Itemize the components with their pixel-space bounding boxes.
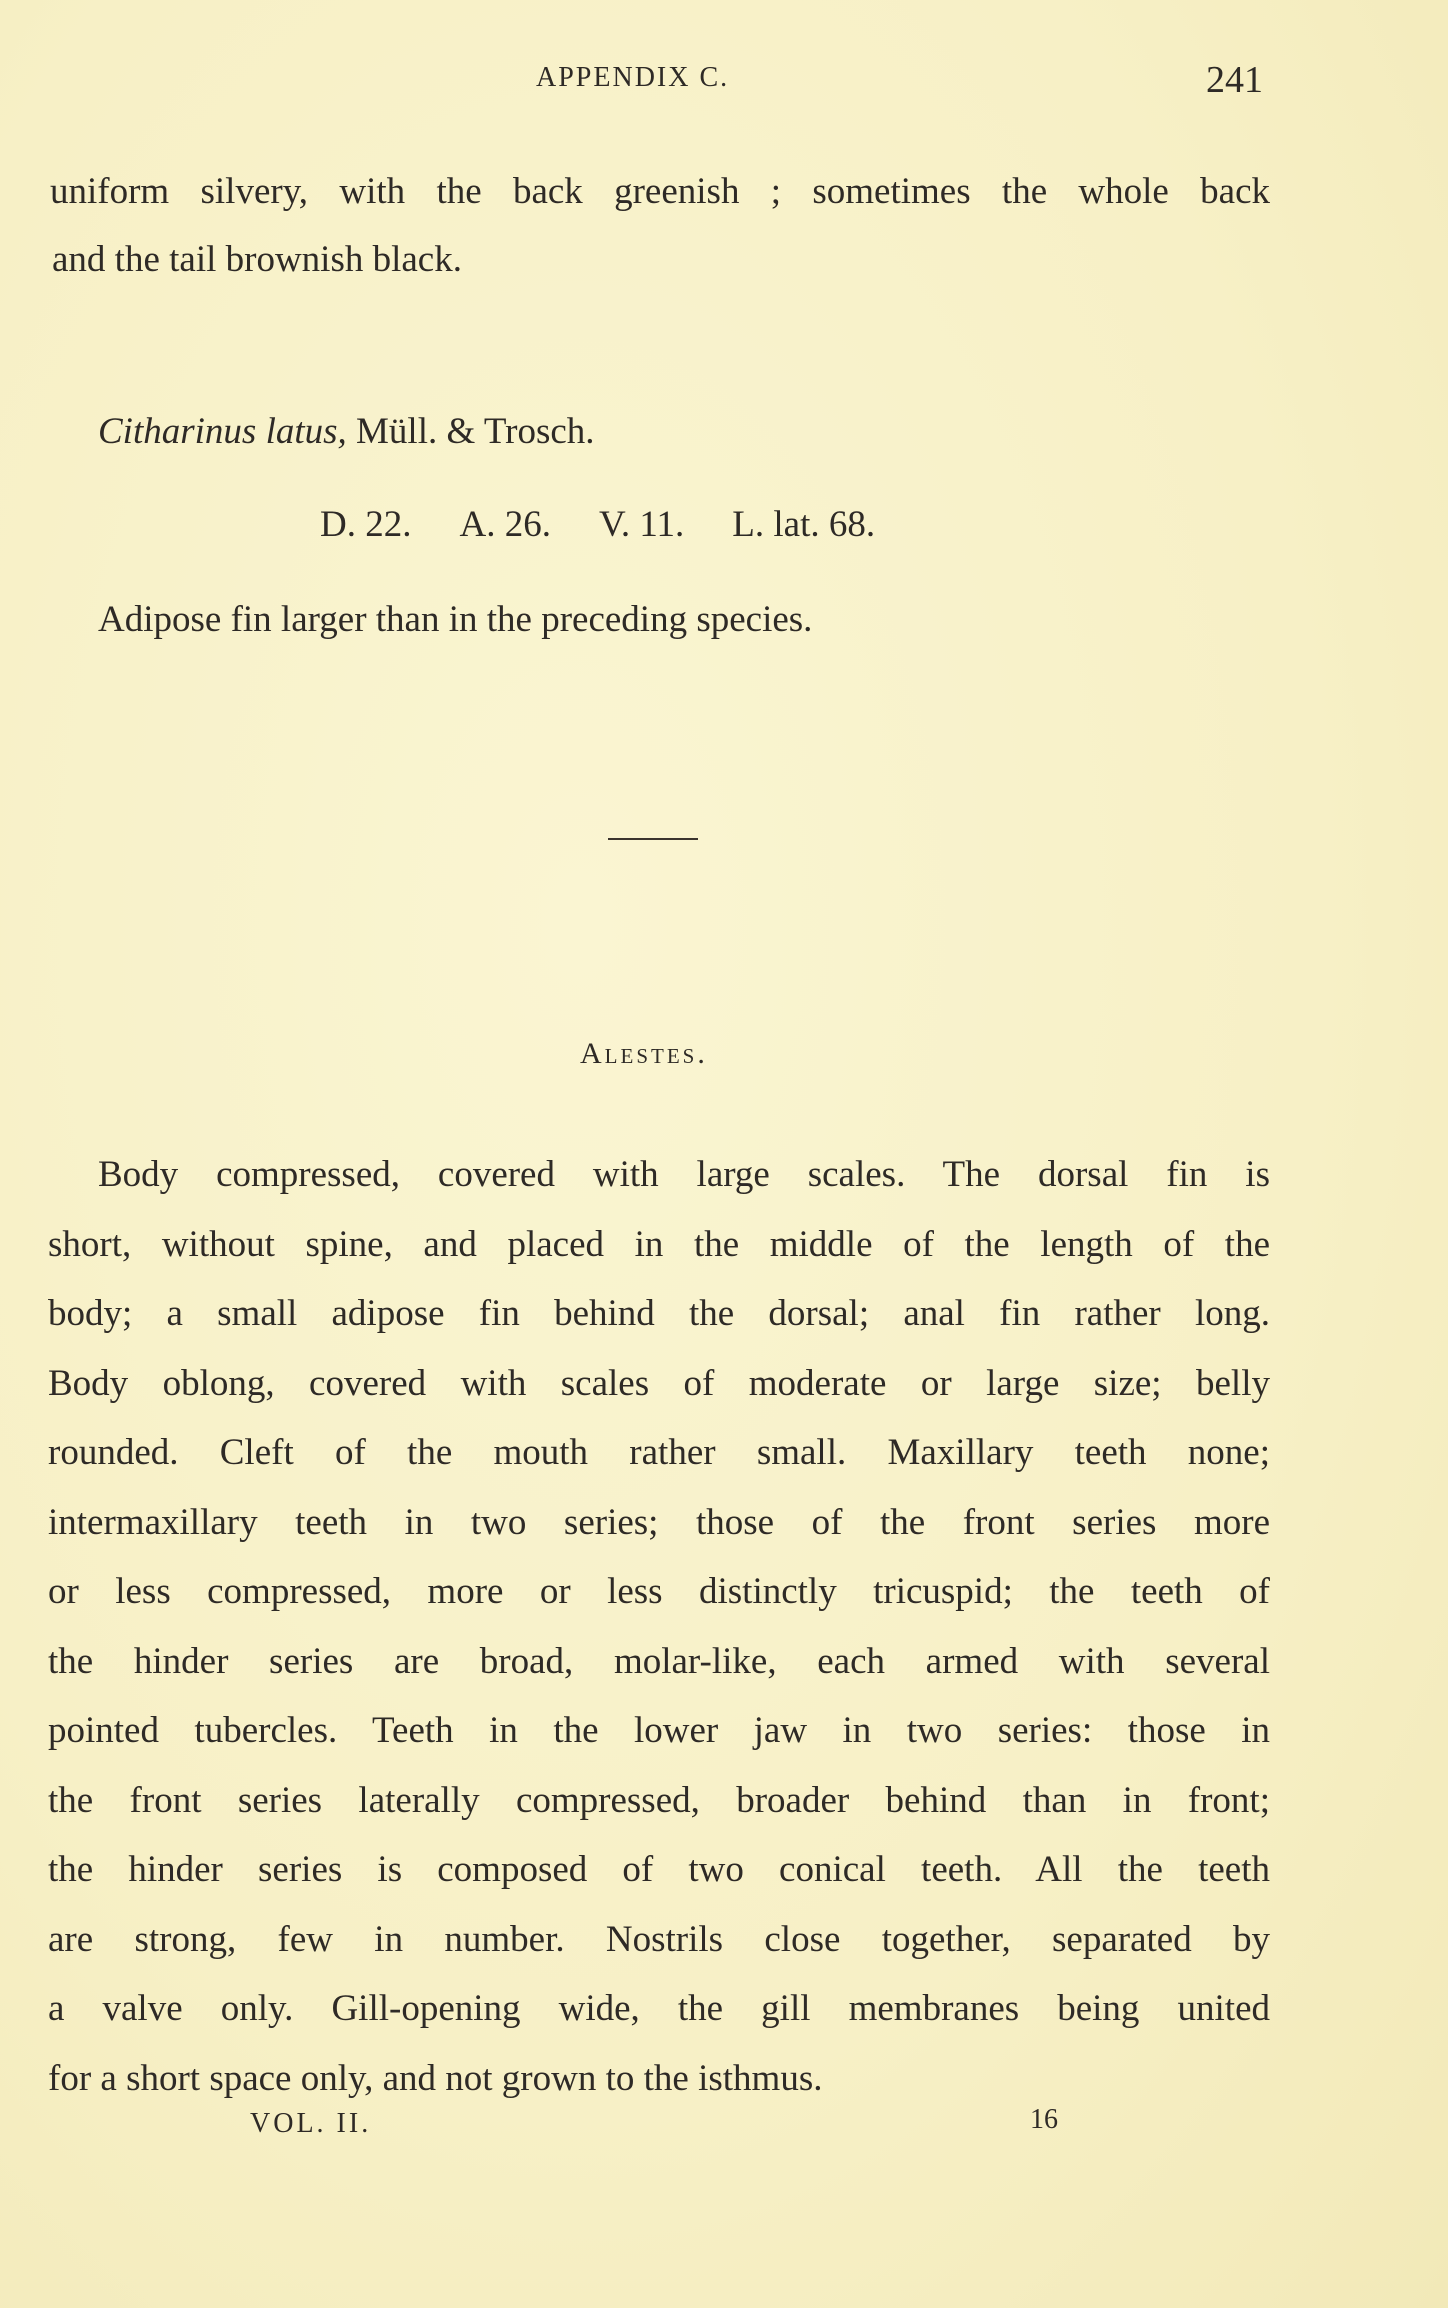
description-line: intermaxillary teeth in two series; those of the front series more: [48, 1501, 1270, 1543]
continuation-line-1: uniform silvery, with the back greenish ; sometimes the whole back: [50, 171, 1270, 212]
genus-heading: Alestes.: [580, 1037, 708, 1070]
running-head: APPENDIX C.: [536, 62, 730, 93]
page-number: 241: [1206, 59, 1263, 101]
description-line: pointed tubercles. Teeth in the lower jaw in two series: those in: [48, 1710, 1270, 1751]
fin-formula: [320, 503, 875, 546]
description-line: the hinder series is composed of two conical teeth. All the teeth: [48, 1849, 1270, 1890]
volume-label: VOL. II.: [250, 2108, 372, 2139]
lateral-line-count: L. lat. 68.: [732, 504, 876, 545]
description-line: for a short space only, and not grown to the isthmus.: [48, 2057, 823, 2099]
description-line: Body oblong, covered with scales of moderate or large size; belly: [48, 1362, 1270, 1404]
description-line: body; a small adipose fin behind the dorsal; anal fin rather long.: [48, 1293, 1270, 1334]
section-divider: [608, 838, 698, 840]
fin-count-anal: A. 26.: [459, 504, 551, 545]
description-line: are strong, few in number. Nostrils close together, separated by: [48, 1918, 1270, 1960]
fin-count-ventral: V. 11.: [598, 504, 685, 545]
description-line: Body compressed, covered with large scales. The dorsal fin is: [98, 1154, 1270, 1195]
species-authority: Müll. & Trosch.: [346, 411, 595, 452]
description-line: or less compressed, more or less distinctly tricuspid; the teeth of: [48, 1571, 1270, 1612]
signature-mark: 16: [1030, 2104, 1058, 2135]
species-note: Adipose fin larger than in the preceding species.: [98, 599, 813, 640]
description-line: rounded. Cleft of the mouth rather small. Maxillary teeth none;: [48, 1432, 1270, 1473]
continuation-line-2: and the tail brownish black.: [52, 239, 462, 280]
description-line: a valve only. Gill-opening wide, the gill membranes being united: [48, 1988, 1270, 2029]
fin-count-dorsal: D. 22.: [320, 504, 412, 545]
description-line: the hinder series are broad, molar-like, each armed with several: [48, 1640, 1270, 1682]
genus-description: [48, 1140, 1270, 2113]
species-name: Citharinus latus,: [98, 411, 347, 452]
description-line: short, without spine, and placed in the middle of the length of the: [48, 1223, 1270, 1265]
species-heading: [98, 410, 595, 453]
description-line: the front series laterally compressed, broader behind than in front;: [48, 1779, 1270, 1821]
